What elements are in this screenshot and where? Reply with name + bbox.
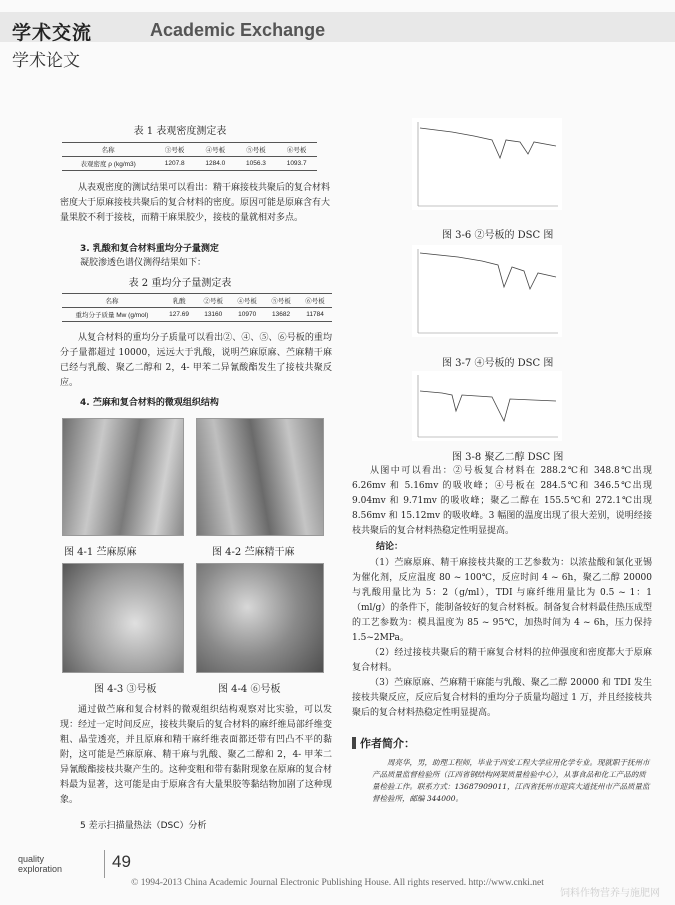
table2-cell: 10970 [230,308,264,322]
fig-3-8-caption: 图 3-8 聚乙二醇 DSC 图 [452,452,564,463]
logo-line-2: exploration [18,864,63,874]
paragraph-density: 从表观密度的测试结果可以看出：精干麻接枝共聚后的复合材料密度大于原麻接枝共聚后的复合材料的密度。原因可能是原麻含有大量果胶不利于接枝，而精干麻果胶少，接枝的量就相对多点。 [60,183,331,223]
heading-sec3: 3. 乳酸和复合材料重均分子量测定 [80,244,219,254]
fig-3-6-caption: 图 3-6 ②号板的 DSC 图 [442,230,554,241]
table2-header-cell: ⑥号板 [298,294,332,308]
heading-sec4: 4. 苎麻和复合材料的微观组织结构 [80,398,219,408]
section-title-en: Academic Exchange [150,20,326,40]
table1-cell: 1207.8 [154,157,195,171]
watermark: 饲料作物营养与施肥网 [560,888,660,899]
conclusion-2: （2）经过接枝共聚后的精干麻复合材料的拉伸强度和密度都大于原麻复合材料。 [352,648,652,673]
author-title: 作者简介： [360,737,415,750]
sem-image-board-6 [196,563,324,673]
table1-cell: 1056.3 [236,157,277,171]
dsc-curve [420,128,556,158]
table2-cell: 13682 [264,308,298,322]
table2-header-cell: ④号板 [230,294,264,308]
section-subtitle: 学术论文 [12,51,80,71]
table1 [62,142,317,171]
table2-row-label: 重均分子质量 Mw (g/mol) [62,308,162,322]
fig-3-7-caption: 图 3-7 ④号板的 DSC 图 [442,358,554,369]
table2-caption: 表 2 重均分子量测定表 [128,278,232,289]
fig-4-4-caption: 图 4-4 ⑥号板 [218,684,281,695]
paragraph-molecular-weight: 从复合材料的重均分子质量可以看出②、④、⑤、⑥号板的重均分子量都超过 10000，远远大于乳酸，说明苎麻原麻、苎麻精干麻已经与乳酸、聚乙二醇和 2，4- 甲苯二异氰酸酯发生了接枝共聚反应。 [60,333,332,388]
table2-cell: 127.69 [162,308,196,322]
table1-header-cell: ③号板 [154,143,195,157]
paragraph-microstructure: 通过做苎麻和复合材料的微观组织结构观察对比实验，可以发现：经过一定时间反应，接枝共聚后的复合材料的麻纤维局部纤维变粗、晶莹透亮，并且原麻和精干麻纤维表面都还带有凹凸不平的黏附，这可能是苎麻原麻、精干麻与乳酸、聚乙二醇和 2，4- 甲苯二异氰酸酯接枝共聚产生的。这种变粗和带有黏附现象在原麻的复合材料最为显著，这可能是由于原麻含有大量果胶等黏结物加剧了这种现象。 [60,705,332,805]
table1-cell: 1093.7 [276,157,317,171]
table1-caption: 表 1 表观密度测定表 [133,126,227,137]
dsc-chart-peg [412,371,562,441]
dsc-chart-board-4 [412,245,562,337]
dsc-curve [420,253,556,289]
author-box [352,735,652,827]
fig-4-3-caption: 图 4-3 ③号板 [94,684,157,695]
table2-cell: 13160 [196,308,230,322]
copyright-line: © 1994-2013 China Academic Journal Electronic Publishing House. All rights reserved. http://www.cnki.net [131,878,544,888]
section-title-cn: 学术交流 [12,22,93,44]
sec3-text: 凝胶渗透色谱仪测得结果如下： [80,258,207,268]
table1-header-cell: ⑥号板 [276,143,317,157]
dsc-chart-board-2 [412,118,562,210]
table1-header-cell: ⑤号板 [236,143,277,157]
conclusion-1: （1）苎麻原麻、精干麻接枝共聚的工艺参数为：以浓盐酸和氯化亚锡为催化剂，反应温度 80 ~ 100℃，反应时间 4 ~ 6h，聚乙二醇 20000 与乳酸用量比为 5：2（g/ml），TDI 与麻纤维用量比为 0.5 ~ 1：1（ml/g）的条件下，能制备较好的复合材料板。制备复合材料最佳热压成型的工艺参数为：模具温度为 85 ~ 95℃，加热时间为 4 ~ 6h，压力保持 1.5~2MPa。 [352,558,652,643]
table2-cell: 11784 [298,308,332,322]
table2-header-cell: ⑤号板 [264,294,298,308]
table2-header-cell: ②号板 [196,294,230,308]
footer-divider [104,850,105,878]
conclusion-3: （3）苎麻原麻、苎麻精干麻能与乳酸、聚乙二醇 20000 和 TDI 发生接枝共聚反应，反应后复合材料的重均分子质量均超过 1 万，并且经接枝共聚后的复合材料热稳定性明显提高。 [352,678,652,718]
table2-header-cell: 乳酸 [162,294,196,308]
conclusion-title: 结论： [376,542,404,552]
table2 [62,293,332,322]
sem-image-degummed-ramie [196,418,324,536]
page-number: 49 [112,852,131,871]
sem-image-raw-ramie [62,418,184,536]
table1-header-cell: 名称 [62,143,154,157]
table2-header-cell: 名称 [62,294,162,308]
table1-cell: 1284.0 [195,157,236,171]
author-bio: 周亮华，男，助理工程师，毕业于西安工程大学应用化学专业。现就职于抚州市产品质量监督检验所（江西省钢结构网架质量检验中心），从事食品和化工产品的质量检验工作。联系方式：13687909011，江西省抚州市迎宾大道抚州市产品质量监督检验所，邮编 344000。 [372,758,650,803]
fig-4-2-caption: 图 4-2 苎麻精干麻 [212,547,295,558]
logo-line-1: quality [18,854,45,864]
fig-4-1-caption: 图 4-1 苎麻原麻 [64,547,137,558]
heading-sec5: 5 差示扫描量热法（DSC）分析 [80,821,207,831]
header-band [0,12,675,42]
sem-image-board-3 [62,563,184,673]
journal-logo [18,854,62,874]
paragraph-dsc: 从图中可以看出：②号板复合材料在 288.2℃和 348.8℃出现 6.26mv 和 5.16mv 的吸收峰；④号板在 284.5℃和 346.5℃出现 9.04mv 和 9.71mv 的吸收峰；聚乙二醇在 155.5℃和 272.1℃出现 8.56mv 和 15.12mv 的吸收峰。3 幅图的温度出现了很大差别，说明经接枝共聚后的复合材料热稳定性明显提高。 [352,466,652,536]
author-marker-icon [352,737,356,749]
dsc-curve [420,391,556,421]
table1-header-cell: ④号板 [195,143,236,157]
table1-row-label: 表观密度 ρ (kg/m3) [62,157,154,171]
